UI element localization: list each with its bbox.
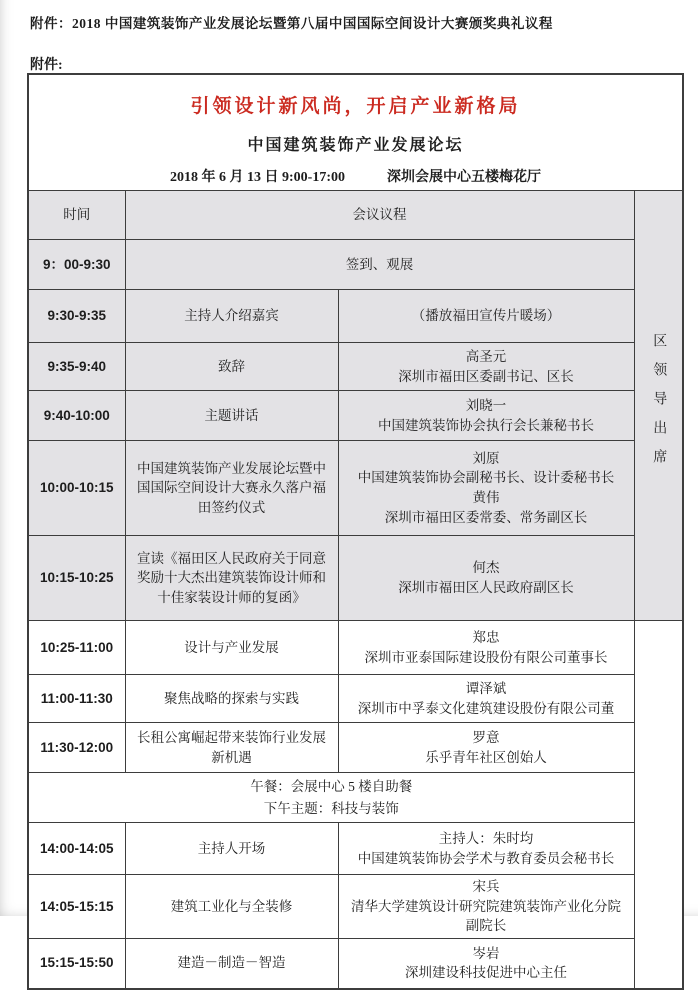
time-cell: 9:35-9:40: [28, 343, 125, 391]
speaker-title: 深圳市中孚泰文化建筑建设股份有限公司董: [357, 700, 615, 716]
table-row: [28, 938, 683, 989]
speaker-name: 何杰: [472, 560, 500, 576]
table-row: [28, 290, 683, 343]
table-row: [28, 391, 683, 441]
lunch-line: 午餐：会展中心 5 楼自助餐: [250, 778, 413, 794]
time-cell: 11:00-11:30: [28, 675, 125, 723]
speaker-title: 中国建筑装饰协会学术与教育委员会秘书长: [357, 850, 615, 866]
speaker-name: 刘原: [472, 450, 500, 466]
speaker-name: 岑岩: [472, 945, 500, 961]
table-row: [28, 823, 683, 875]
speaker-cell: [338, 536, 634, 621]
speaker-title: 中国建筑装饰协会副秘书长、设计委秘书长: [357, 470, 615, 486]
side-empty-cell: [634, 621, 683, 989]
speaker-cell: [338, 823, 634, 875]
speaker-name: 罗意: [472, 729, 500, 745]
column-header-time: 时间: [28, 191, 125, 240]
speaker-cell: [338, 391, 634, 441]
topic-cell: 主题讲话: [125, 391, 338, 441]
time-cell: 11:30-12:00: [28, 723, 125, 773]
time-cell: 15:15-15:50: [28, 938, 125, 989]
attachment-label: 附件:: [30, 58, 63, 73]
column-header-agenda: 会议议程: [125, 191, 634, 240]
speaker-title: 深圳市福田区委常委、常务副区长: [384, 509, 588, 525]
topic-cell: 宣读《福田区人民政府关于同意奖励十大杰出建筑装饰设计师和十佳家装设计师的复函》: [125, 536, 338, 621]
table-row: [28, 675, 683, 723]
afternoon-theme-line: 下午主题：科技与装饰: [263, 800, 399, 816]
forum-venue: 深圳会展中心五楼梅花厅: [387, 169, 541, 185]
table-row: [28, 441, 683, 536]
speaker-name: 黄伟: [472, 490, 500, 506]
time-cell: 9:40-10:00: [28, 391, 125, 441]
time-cell: 10:25-11:00: [28, 621, 125, 675]
speaker-title: 中国建筑装饰协会执行会长兼秘书长: [378, 417, 594, 433]
side-note-vertical-text: 区领导出席: [651, 333, 667, 479]
speaker-cell: [338, 621, 634, 675]
table-row: [28, 773, 683, 823]
speaker-cell: [338, 675, 634, 723]
speaker-name: 高圣元: [465, 348, 507, 364]
agenda-table: [27, 73, 684, 990]
time-cell: 9:30-9:35: [28, 290, 125, 343]
speaker-title: 乐乎青年社区创始人: [425, 749, 547, 765]
table-header: [28, 74, 683, 191]
speaker-title: 清华大学建筑设计研究院建筑装饰产业化分院副院长: [351, 898, 621, 934]
time-cell: 9：00-9:30: [28, 240, 125, 290]
forum-datetime-venue: [35, 168, 676, 188]
topic-cell: 建筑工业化与全装修: [125, 875, 338, 939]
table-row: [28, 621, 683, 675]
topic-cell: 设计与产业发展: [125, 621, 338, 675]
topic-cell: 主持人开场: [125, 823, 338, 875]
speaker-cell: [338, 343, 634, 391]
speaker-name: 主持人：朱时均: [438, 830, 534, 846]
speaker-name: 郑忠: [472, 629, 500, 645]
topic-cell: 中国建筑装饰产业发展论坛暨中国国际空间设计大赛永久落户福田签约仪式: [125, 441, 338, 536]
speaker-cell: [338, 875, 634, 939]
attachment-heading: 附件：2018 中国建筑装饰产业发展论坛暨第八届中国国际空间设计大赛颁奖典礼议程: [30, 16, 553, 31]
time-cell: 14:00-14:05: [28, 823, 125, 875]
speaker-cell: [338, 938, 634, 989]
time-cell: 10:15-10:25: [28, 536, 125, 621]
speaker-title: 深圳市福田区人民政府副区长: [398, 580, 574, 596]
speaker-name: 宋兵: [472, 879, 500, 895]
topic-cell: 长租公寓崛起带来装饰行业发展新机遇: [125, 723, 338, 773]
speaker-cell: [338, 441, 634, 536]
speaker-title: 深圳建设科技促进中心主任: [405, 965, 567, 981]
topic-cell: 主持人介绍嘉宾: [125, 290, 338, 343]
topic-cell: 建造－制造－智造: [125, 938, 338, 989]
lunch-cell: [28, 773, 634, 823]
table-row: [28, 343, 683, 391]
speaker-cell: [338, 723, 634, 773]
table-row: [28, 875, 683, 939]
speaker-name: 谭泽斌: [465, 680, 507, 696]
topic-cell: 聚焦战略的探索与实践: [125, 675, 338, 723]
table-row: [28, 723, 683, 773]
speaker-title: 深圳市福田区委副书记、区长: [398, 368, 574, 384]
agenda-cell: 签到、观展: [125, 240, 634, 290]
side-note-cell: [634, 191, 683, 621]
forum-name: 中国建筑装饰产业发展论坛: [247, 136, 464, 154]
topic-cell: 致辞: [125, 343, 338, 391]
time-cell: 14:05-15:15: [28, 875, 125, 939]
forum-datetime: 2018 年 6 月 13 日 9:00-17:00: [170, 169, 345, 185]
speaker-title: 深圳市亚泰国际建设股份有限公司董事长: [364, 649, 608, 665]
forum-slogan: 引领设计新风尚，开启产业新格局: [190, 96, 521, 117]
time-cell: 10:00-10:15: [28, 441, 125, 536]
speaker-name: 刘晓一: [465, 397, 507, 413]
table-row: [28, 240, 683, 290]
table-row: [28, 536, 683, 621]
note-cell: （播放福田宣传片暖场）: [338, 290, 634, 343]
